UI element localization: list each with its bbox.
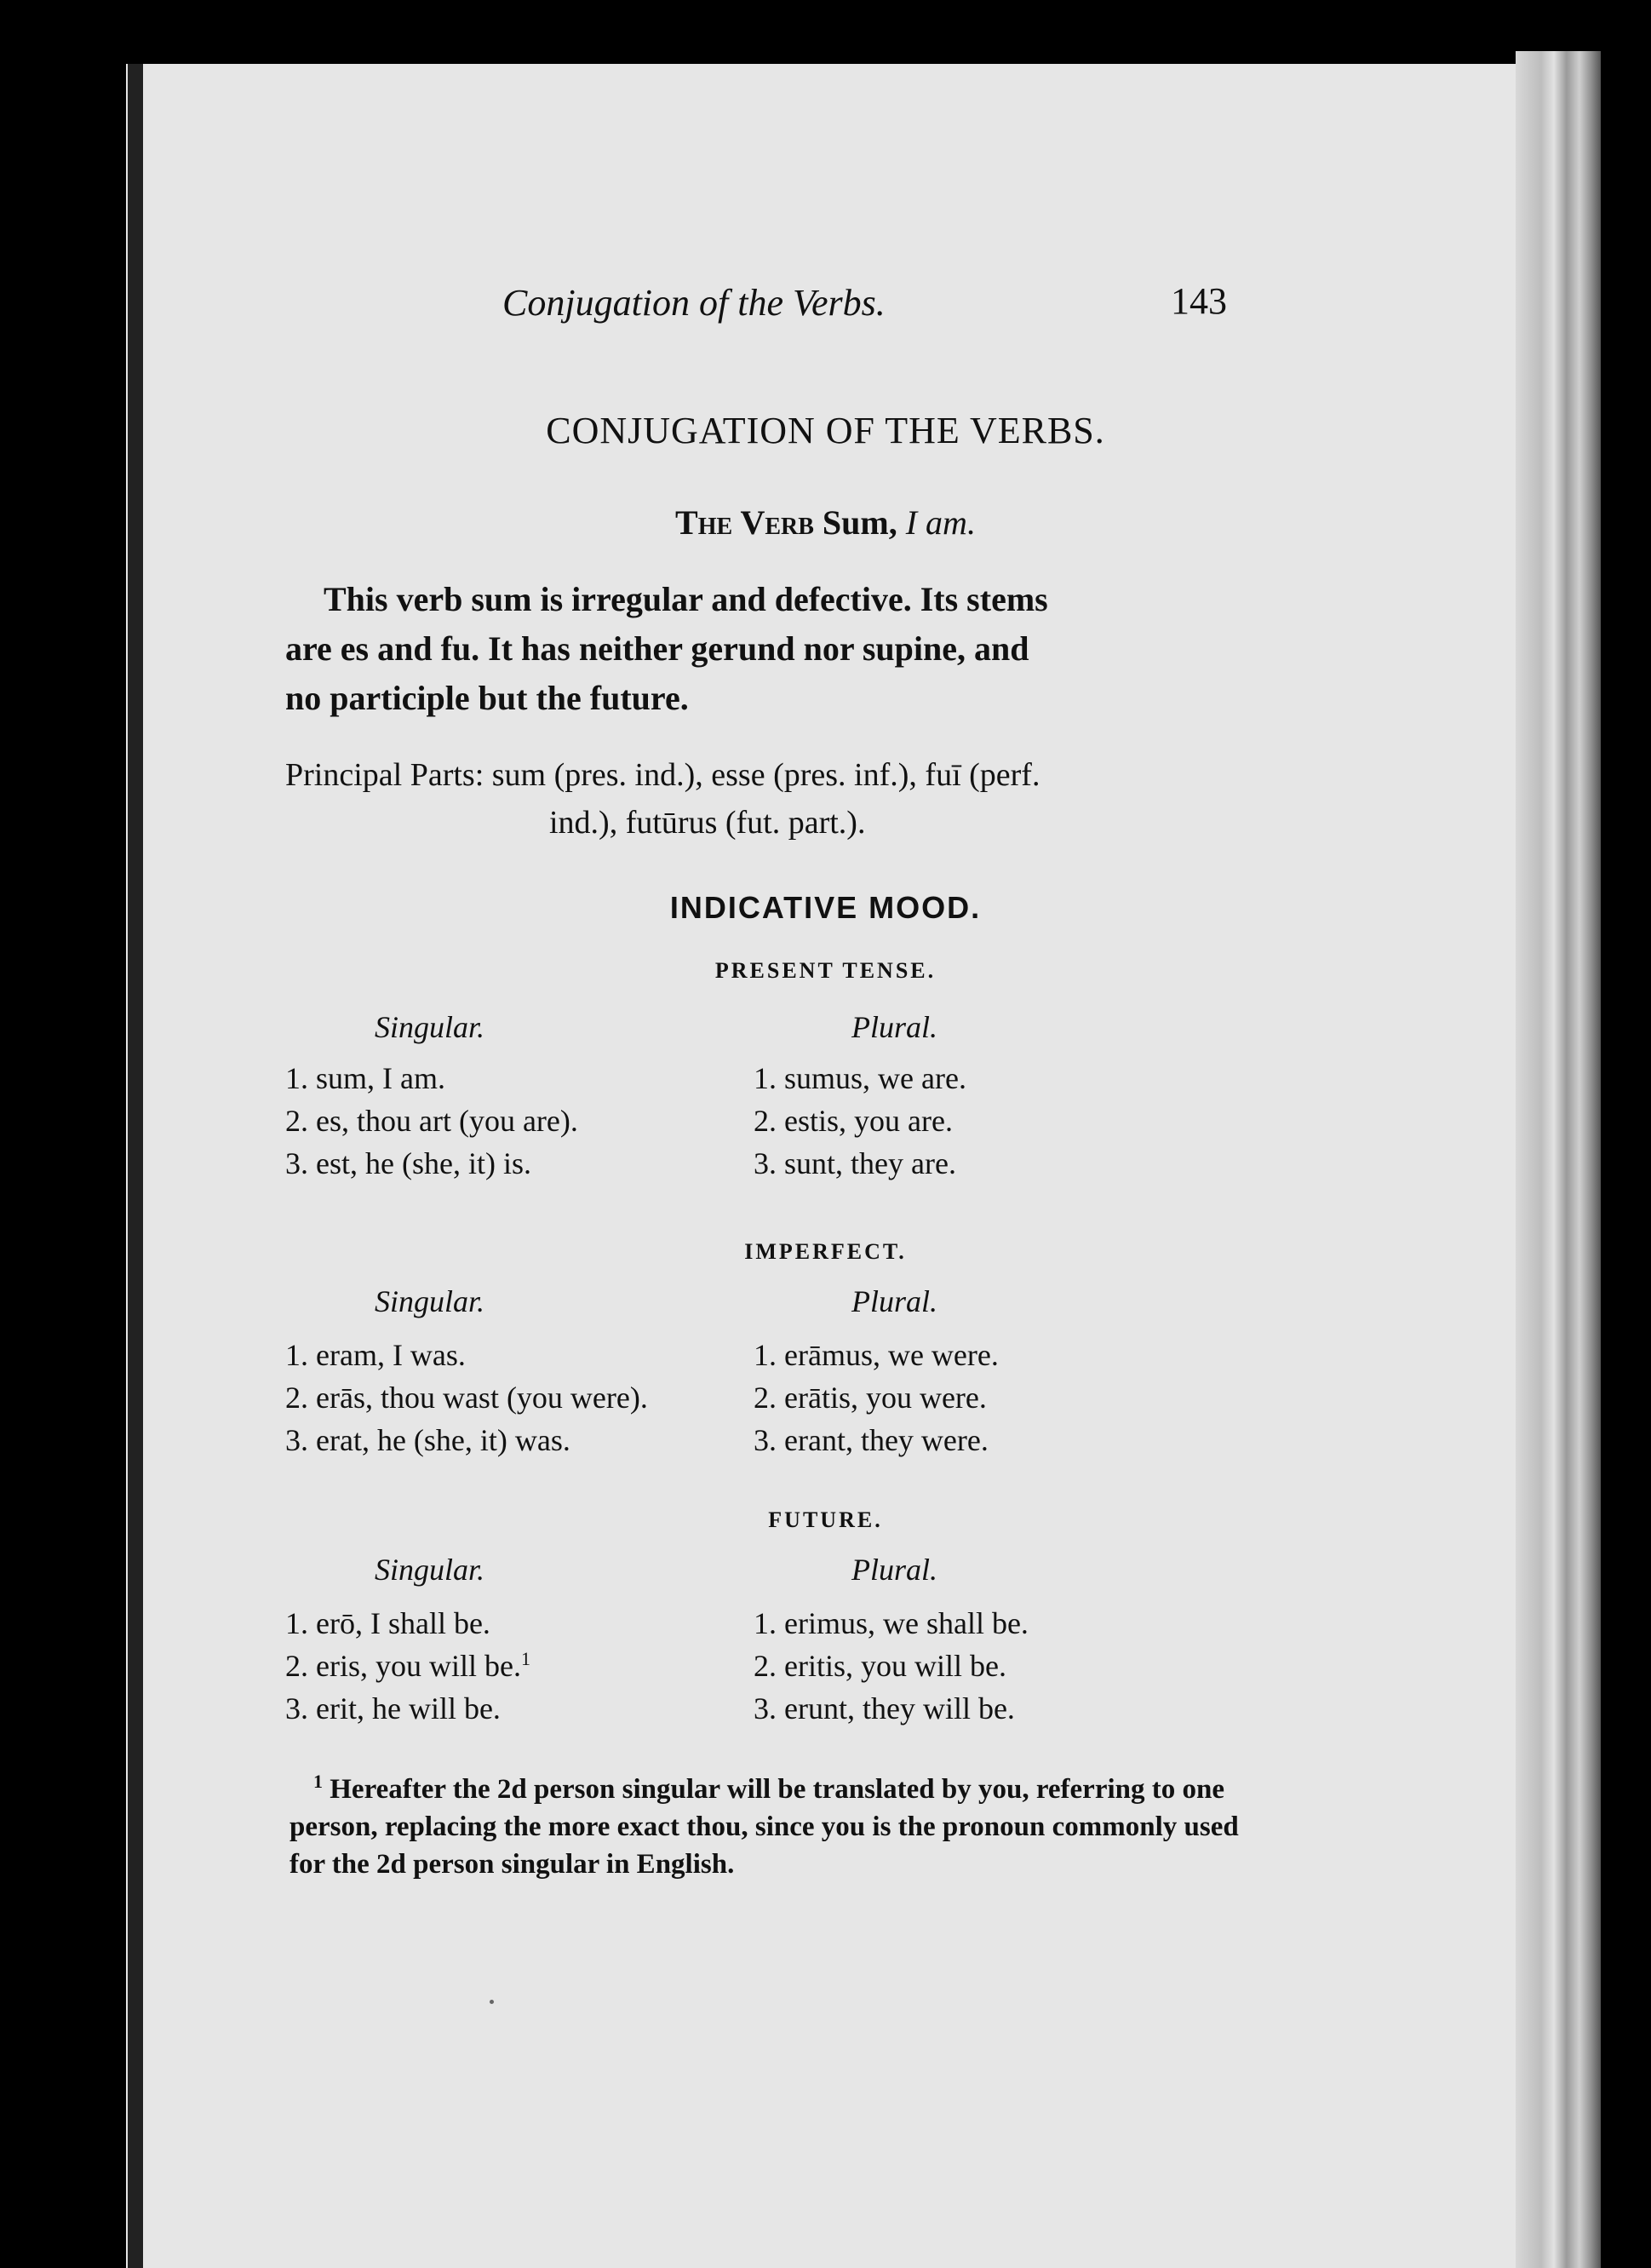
section-subtitle xyxy=(0,502,1651,543)
intro-line-1: This verb sum is irregular and defective. Its stems xyxy=(324,580,1048,618)
future-plural-3: 3. erunt, they will be. xyxy=(754,1691,1015,1725)
footnote-text: Hereafter the 2d person singular will be translated by you, referring to one person, replacing the more exact thou, since you is the pronoun commonly used for the 2d person singular in English. xyxy=(289,1774,1239,1880)
subtitle-prefix: The Verb xyxy=(675,503,814,542)
singular-heading-imperfect: Singular. xyxy=(375,1284,485,1318)
tense-heading-imperfect: IMPERFECT. xyxy=(744,1239,907,1264)
principal-parts-line-2: ind.), futūrus (fut. part.). xyxy=(549,805,866,841)
chapter-title: CONJUGATION OF THE VERBS. xyxy=(546,410,1105,451)
speck xyxy=(490,2000,494,2004)
future-plural-1: 1. erimus, we shall be. xyxy=(754,1606,1029,1640)
page-edge-stack xyxy=(1516,51,1601,2268)
intro-line-3: no participle but the future. xyxy=(285,679,689,717)
future-singular-2: 2. eris, you will be.$^1$ xyxy=(285,1648,530,1683)
plural-heading-future: Plural. xyxy=(851,1553,938,1587)
tense-heading-present: PRESENT TENSE. xyxy=(714,958,937,983)
principal-parts-line-1: Principal Parts: sum (pres. ind.), esse (pres. inf.), fuī (perf. xyxy=(285,757,1040,793)
subtitle-meaning: I am. xyxy=(905,503,976,542)
tense-heading-future: FUTURE. xyxy=(768,1507,883,1532)
intro-line-2: are es and fu. It has neither gerund nor supine, and xyxy=(285,629,1029,668)
present-plural-1: 1. sumus, we are. xyxy=(754,1061,966,1095)
subtitle-verb: Sum, xyxy=(822,503,897,542)
imperfect-plural-2: 2. erātis, you were. xyxy=(754,1381,987,1415)
imperfect-singular-1: 1. eram, I was. xyxy=(285,1338,466,1372)
future-plural-2: 2. eritis, you will be. xyxy=(754,1649,1006,1683)
imperfect-plural-1: 1. erāmus, we were. xyxy=(754,1338,999,1372)
page-gutter-shadow xyxy=(128,64,143,2268)
future-singular-1: 1. erō, I shall be. xyxy=(285,1606,490,1640)
footnote xyxy=(289,1763,1239,1883)
footnote-ref: 1 xyxy=(520,1648,530,1669)
singular-heading-present: Singular. xyxy=(375,1010,485,1044)
present-singular-3: 3. est, he (she, it) is. xyxy=(285,1146,531,1180)
present-singular-1: 1. sum, I am. xyxy=(285,1061,445,1095)
intro-paragraph xyxy=(285,575,1237,723)
mood-heading: INDICATIVE MOOD. xyxy=(669,890,982,925)
page-number: 143 xyxy=(1171,280,1227,322)
plural-heading-present: Plural. xyxy=(851,1010,938,1044)
present-plural-2: 2. estis, you are. xyxy=(754,1104,953,1138)
present-singular-2: 2. es, thou art (you are). xyxy=(285,1104,578,1138)
present-plural-3: 3. sunt, they are. xyxy=(754,1146,956,1180)
imperfect-singular-3: 3. erat, he (she, it) was. xyxy=(285,1423,570,1457)
plural-heading-imperfect: Plural. xyxy=(851,1284,938,1318)
imperfect-singular-2: 2. erās, thou wast (you were). xyxy=(285,1381,648,1415)
imperfect-plural-3: 3. erant, they were. xyxy=(754,1423,989,1457)
singular-heading-future: Singular. xyxy=(375,1553,485,1587)
future-singular-3: 3. erit, he will be. xyxy=(285,1691,501,1725)
running-head: Conjugation of the Verbs. xyxy=(502,282,886,324)
footnote-mark: 1 xyxy=(313,1771,323,1792)
